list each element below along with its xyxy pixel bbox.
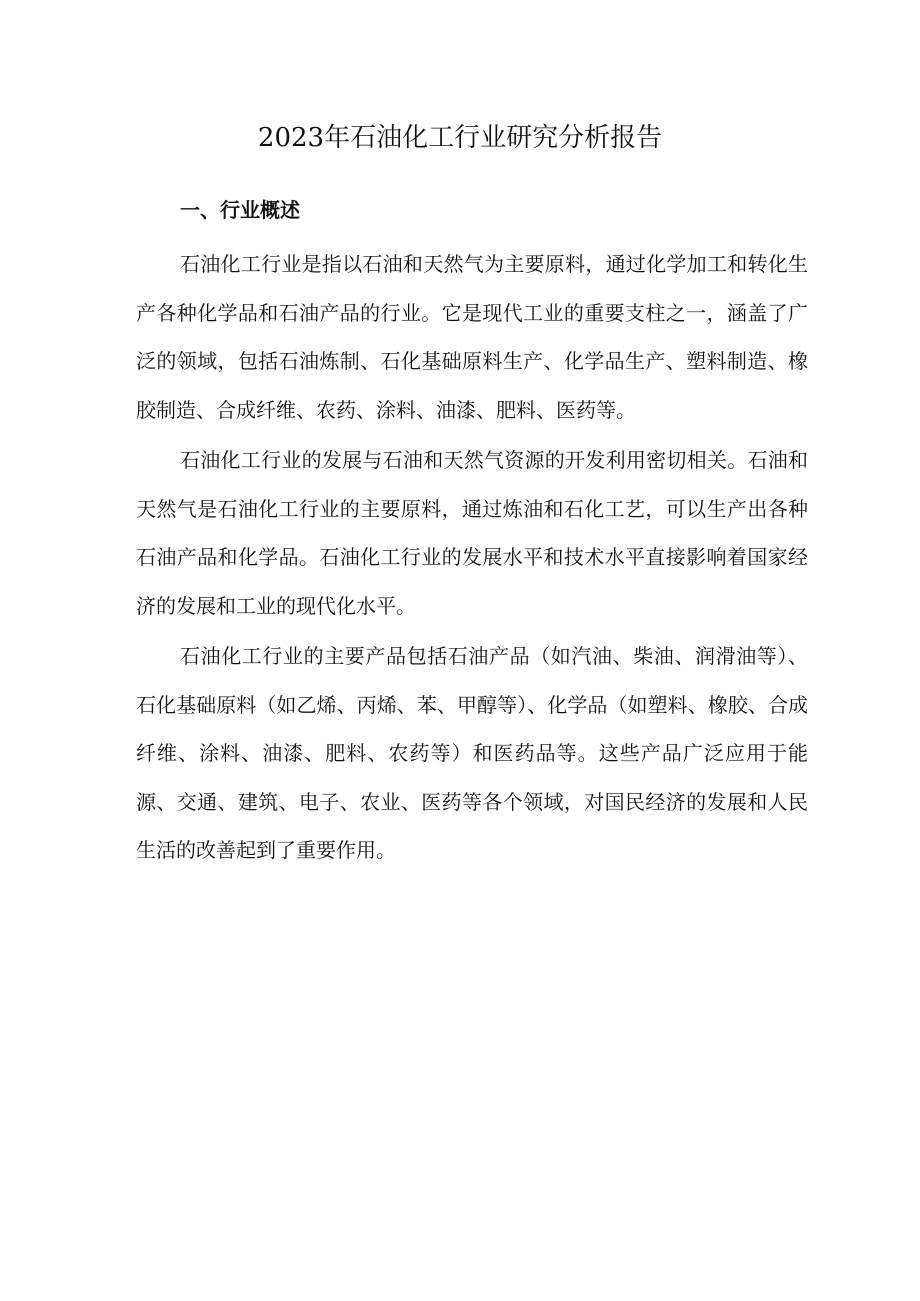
paragraph-3: 石油化工行业的主要产品包括石油产品（如汽油、柴油、润滑油等）、石化基础原料（如乙烯、丙烯、苯、甲醇等）、化学品（如塑料、橡胶、合成纤维、涂料、油漆、肥料、农药等）和医药品等。这些产品广泛应用于能源、交通、建筑、电子、农业、医药等各个领域，对国民经济的发展和人民生活的改善起到了重要作用。 [136,644,808,862]
page-title: 2023年石油化工行业研究分析报告 [257,123,663,153]
section-heading: 一、行业概述 [180,198,300,222]
paragraph-1: 石油化工行业是指以石油和天然气为主要原料，通过化学加工和转化生产各种化学品和石油产品的行业。它是现代工业的重要支柱之一，涵盖了广泛的领域，包括石油炼制、石化基础原料生产、化学品生产、塑料制造、橡胶制造、合成纤维、农药、涂料、油漆、肥料、医药等。 [136,252,808,422]
paragraph-2: 石油化工行业的发展与石油和天然气资源的开发利用密切相关。石油和天然气是石油化工行业的主要原料，通过炼油和石化工艺，可以生产出各种石油产品和化学品。石油化工行业的发展水平和技术水平直接影响着国家经济的发展和工业的现代化水平。 [136,448,808,618]
document-body [136,240,808,877]
